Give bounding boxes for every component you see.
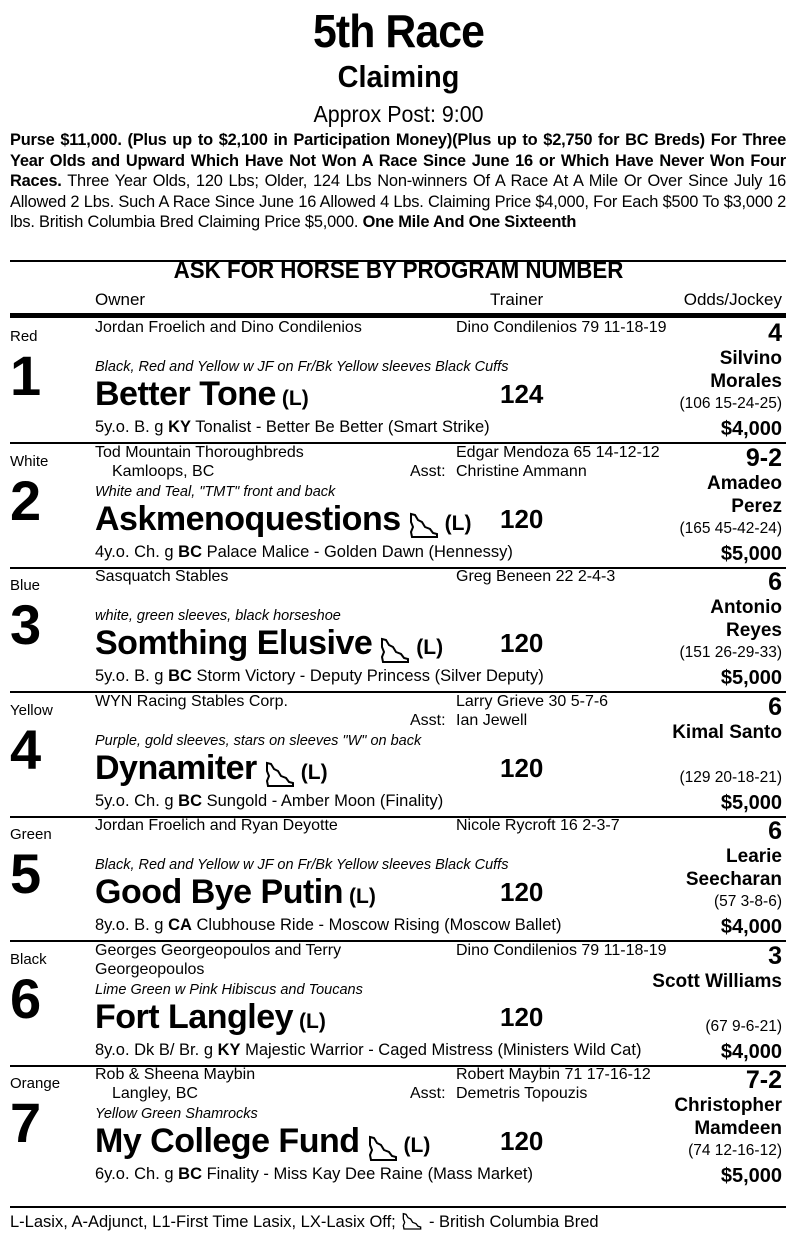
pedigree: Tonalist - Better Be Better (Smart Strike) [191,418,490,436]
age-sex: 6y.o. Ch. g [95,1165,179,1183]
silks: Lime Green w Pink Hibiscus and Toucans [95,981,363,998]
breeding [95,542,513,562]
state-bred: KY [217,1040,241,1059]
bc-bred-icon [402,1212,422,1230]
silks: Yellow Green Shamrocks [95,1106,258,1122]
horse-name: My College Fund [95,1122,360,1160]
assistant-trainer: Ian Jewell [456,711,528,729]
morning-line-odds: 4 [768,319,782,347]
horse-name-line [95,872,376,912]
medication: (L) [299,1009,326,1033]
state-bred: BC [178,542,202,561]
program-number: 3 [10,593,42,656]
owner: WYN Racing Stables Corp. [95,692,288,710]
assistant-label: Asst: [410,711,446,729]
post-time: Approx Post: 9:00 [313,101,484,127]
saddle-cloth-color: White [10,452,49,470]
breeding [95,915,561,935]
jockey: Scott Williams [652,970,782,992]
medication: (L) [416,636,444,659]
jockey: Christopher Mamdeen [674,1095,782,1139]
trainer: Larry Grieve 30 5-7-6 [456,692,609,710]
saddle-cloth-color: Orange [10,1075,61,1092]
pedigree: Palace Malice - Golden Dawn (Hennessy) [202,542,513,561]
horse-name: Good Bye Putin [95,873,343,911]
saddle-cloth-color: Yellow [10,701,53,719]
assistant-label: Asst: [410,462,446,480]
trainer: Robert Maybin 71 17-16-12 [456,1066,651,1083]
saddle-cloth-color: Red [10,328,38,345]
entry-row [10,318,786,442]
jockey-stats: (74 12-16-12) [688,1142,782,1159]
program-number: 6 [10,966,42,1030]
owner-location: Kamloops, BC [112,462,215,480]
morning-line-odds: 3 [768,941,782,970]
assistant-trainer: Christine Ammann [456,462,587,480]
owner: Rob & Sheena Maybin [95,1066,256,1083]
state-bred: CA [168,916,192,934]
jockey-stats: (165 45-42-24) [679,519,782,537]
morning-line-odds: 6 [768,817,782,845]
state-bred: KY [168,418,191,436]
trainer: Dino Condilenios 79 11-18-19 [456,941,667,959]
jockey: Amadeo Perez [707,472,782,517]
horse-name: Askmenoquestions [95,499,401,538]
age-sex: 5y.o. Ch. g [95,791,179,810]
trainer: Nicole Rycroft 16 2-3-7 [456,817,620,834]
program-number: 7 [10,1091,42,1154]
weight: 120 [500,1126,544,1156]
pedigree: Sungold - Amber Moon (Finality) [202,791,444,810]
column-odds-jockey: Odds/Jockey [683,290,782,309]
jockey-stats: (57 3-8-6) [713,893,782,910]
bc-bred-icon [409,512,439,538]
age-sex: 8y.o. Dk B/ Br. g [95,1040,218,1059]
weight: 124 [500,379,544,409]
medication: (L) [281,387,309,410]
pedigree: Finality - Miss Kay Dee Raine (Mass Market) [202,1165,533,1183]
program-number: 5 [10,842,42,905]
owner-location: Langley, BC [112,1085,198,1102]
jockey-stats: (67 9-6-21) [705,1017,782,1035]
jockey: Kimal Santo [672,721,782,743]
saddle-cloth-color: Blue [10,577,41,594]
claiming-price: $5,000 [720,667,782,689]
age-sex: 5y.o. B. g [95,418,169,436]
state-bred: BC [178,791,202,810]
horse-name: Better Tone [95,375,276,413]
pedigree: Clubhouse Ride - Moscow Rising (Moscow Ballet) [191,916,562,934]
silks: White and Teal, "TMT" front and back [95,483,336,500]
claiming-price: $5,000 [720,542,782,565]
age-sex: 4y.o. Ch. g [95,542,179,561]
entry-row [10,1065,786,1189]
morning-line-odds: 6 [768,692,782,721]
ask-banner: ASK FOR HORSE BY PROGRAM NUMBER [173,257,624,284]
silks: Black, Red and Yellow w JF on Fr/Bk Yellow sleeves Black Cuffs [95,857,509,873]
bc-bred-icon [265,761,295,787]
horse-name: Dynamiter [95,748,257,787]
owner: Jordan Froelich and Ryan Deyotte [95,817,338,834]
jockey-stats: (151 26-29-33) [679,644,782,661]
entry-row [10,443,786,567]
horse-name-line [95,374,309,414]
program-number: 2 [10,468,42,532]
pedigree: Majestic Warrior - Caged Mistress (Ministers Wild Cat) [240,1040,642,1059]
race-type: Claiming [337,59,460,94]
bc-bred-icon [380,637,410,663]
morning-line-odds: 9-2 [745,443,782,472]
jockey-stats: (129 20-18-21) [679,768,782,786]
breeding [95,666,544,686]
jockey: Antonio Reyes [710,597,782,641]
column-owner: Owner [95,290,146,309]
breeding [95,1040,641,1060]
footer-divider [10,1206,786,1208]
entry-row [10,941,786,1065]
pedigree: Storm Victory - Deputy Princess (Silver Deputy) [191,667,544,685]
owner: Jordan Froelich and Dino Condilenios [95,319,362,336]
weight: 120 [500,877,544,907]
conditions-plain: Three Year Olds, 120 Lbs; Older, 124 Lbs Non-winners Of A Race At A Mile Or Over Since July 16 Allowed 2 Lbs. Such A Race Since June 16 Allowed 4 Lbs. Claiming Price $4,000, For Each $500 To $3,000 2 lbs. British Columbia Bred Claiming Price $5,000. [10,172,786,231]
saddle-cloth-color: Green [10,826,52,843]
race-conditions [10,130,786,233]
breeding [95,1164,533,1184]
medication: (L) [349,885,376,908]
assistant-label: Asst: [410,1085,446,1102]
state-bred: BC [178,1165,202,1183]
age-sex: 5y.o. B. g [95,667,169,685]
silks: Purple, gold sleeves, stars on sleeves "W" on back [95,732,422,749]
entry-row [10,567,786,691]
horse-name: Somthing Elusive [95,624,373,662]
claiming-price: $5,000 [720,791,782,814]
weight: 120 [500,503,544,534]
bc-bred-icon [368,1135,398,1161]
horse-name-line [95,997,326,1037]
breeding [95,417,490,437]
claiming-price: $4,000 [720,1040,782,1063]
jockey: Silvino Morales [710,348,782,392]
silks: white, green sleeves, black horseshoe [95,608,341,624]
race-distance: One Mile And One Sixteenth [358,213,577,231]
column-trainer: Trainer [490,290,544,309]
horse-name-line [95,623,443,663]
legend [10,1212,599,1232]
trainer: Edgar Mendoza 65 14-12-12 [456,443,660,461]
owner: Georges Georgeopoulos and Terry Georgeopoulos [95,941,342,978]
state-bred: BC [168,667,192,685]
morning-line-odds: 7-2 [745,1066,782,1094]
bc-legend-text: - British Columbia Bred [428,1213,599,1231]
entry-row [10,692,786,816]
weight: 120 [500,1001,544,1032]
age-sex: 8y.o. B. g [95,916,169,934]
medication: (L) [444,511,472,535]
program-number: 4 [10,717,42,781]
trainer: Dino Condilenios 79 11-18-19 [456,319,667,336]
assistant-trainer: Demetris Topouzis [456,1085,588,1102]
claiming-price: $4,000 [720,418,782,440]
medication: (L) [300,760,328,784]
owner: Sasquatch Stables [95,568,229,585]
conditions-bold: Purse $11,000. (Plus up to $2,100 in Participation Money)(Plus up to $2,750 for BC Breds) For Three Year Olds and Upward Which Have Not Won A Race Since June 16 or Which Have Never Won Four Races. [10,131,786,190]
saddle-cloth-color: Black [10,950,47,968]
breeding [95,791,443,811]
horse-name-line [95,748,328,788]
page-title: 5th Race [313,5,484,57]
jockey: Learie Seecharan [685,846,782,890]
program-number: 1 [10,344,42,407]
horse-name-line [95,499,471,539]
legend-text: L-Lasix, A-Adjunct, L1-First Time Lasix, LX-Lasix Off; [10,1213,396,1231]
jockey-stats: (106 15-24-25) [679,395,782,412]
medication: (L) [403,1134,431,1157]
silks: Black, Red and Yellow w JF on Fr/Bk Yellow sleeves Black Cuffs [95,359,509,375]
horse-name: Fort Langley [95,997,294,1036]
weight: 120 [500,752,544,783]
morning-line-odds: 6 [768,568,782,596]
horse-name-line [95,1121,430,1161]
claiming-price: $4,000 [720,916,782,938]
trainer: Greg Beneen 22 2-4-3 [456,568,616,585]
owner: Tod Mountain Thoroughbreds [95,443,304,461]
weight: 120 [500,628,544,658]
claiming-price: $5,000 [720,1165,782,1187]
entry-row [10,816,786,940]
